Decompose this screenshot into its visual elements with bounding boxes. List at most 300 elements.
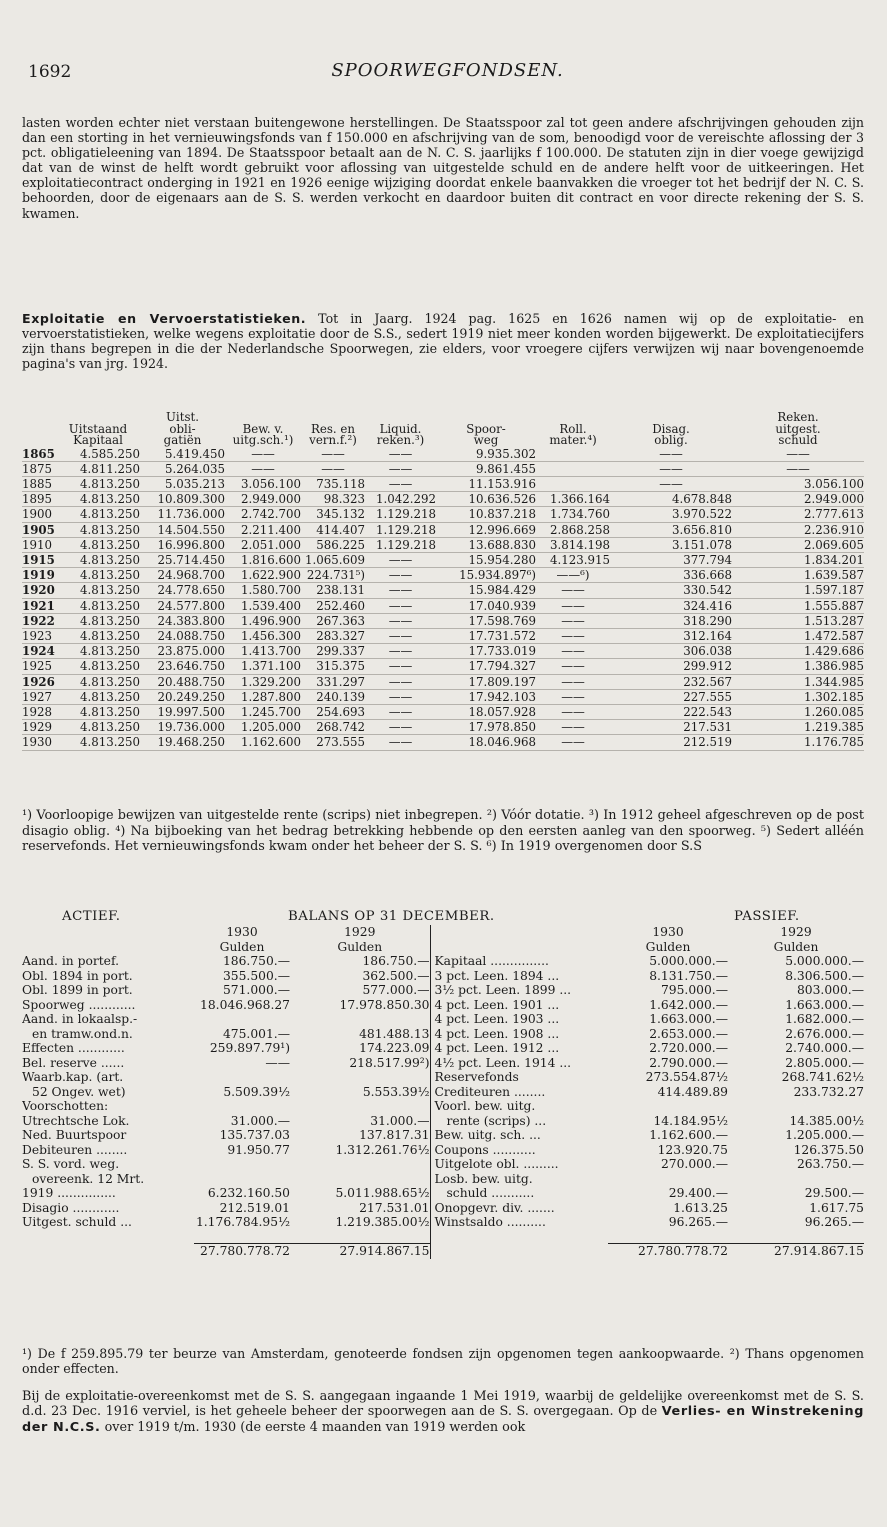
stats-row — [22, 507, 864, 522]
stats-value-cell: 1.639.587 — [732, 568, 864, 583]
balance-value-cell: 137.817.31 — [359, 1128, 430, 1142]
balance-value-cell: 123.920.75 — [657, 1142, 728, 1157]
balance-value-cell: 1.642.000.— — [649, 997, 728, 1012]
stats-year-cell: 1926 — [22, 674, 55, 689]
actief-year-1930: 1930 — [226, 925, 258, 939]
stats-value-cell: 1.219.385 — [732, 720, 864, 735]
stats-value-cell: 4.813.250 — [56, 689, 140, 704]
stats-value-cell: —— — [301, 447, 365, 462]
stats-value-cell: —— — [536, 613, 610, 628]
passief-label-cell: schuld ........... — [430, 1186, 608, 1201]
stats-header-row — [22, 424, 864, 436]
stats-value-cell: 4.813.250 — [56, 537, 140, 552]
intro-paragraph — [22, 115, 864, 221]
stats-row — [22, 598, 864, 613]
stats-value-cell: 2.069.605 — [732, 537, 864, 552]
stats-value-cell: 318.290 — [610, 613, 732, 628]
stats-value-cell: 17.731.572 — [436, 628, 536, 643]
balance-value-cell — [728, 1172, 864, 1187]
balance-value-cell: 126.375.50 — [793, 1142, 864, 1157]
stats-value-cell: 1.555.887 — [732, 598, 864, 613]
stats-value-cell: 267.363 — [301, 613, 365, 628]
stats-value-cell: 17.809.197 — [436, 674, 536, 689]
exploitatie-text: Tot in Jaarg. 1924 pag. 1625 en 1626 namen wij op de exploitatie- en vervoerstatistieken, welke wegens exploitatie door de S.S., sedert 1919 niet meer konden worden bijgewerkt. De exploitatiecijfers zijn thans begrepen in die der Nederlandsche Spoorwegen, zie elders, voor vroegere cijfers verwijzen wij naar bovengenoemde pagina's van jrg. 1924. — [22, 311, 864, 372]
passief-label-cell: 4 pct. Leen. 1901 ... — [430, 998, 608, 1013]
stats-value-cell: 2.949.000 — [732, 492, 864, 507]
stats-value-cell: 24.088.750 — [140, 628, 225, 643]
stats-value-cell: 4.813.250 — [56, 735, 140, 750]
actief-label-cell: Effecten ............ — [22, 1041, 125, 1055]
balance-value-cell: 1.617.75 — [809, 1200, 864, 1215]
stats-value-cell: —— — [536, 704, 610, 719]
actief-label-cell: S. S. vord. weg. — [22, 1157, 120, 1171]
stats-row — [22, 674, 864, 689]
stats-value-cell: 17.978.850 — [436, 720, 536, 735]
balance-value-cell: 1.219.385.00½ — [335, 1215, 430, 1229]
balance-value-cell: 571.000.— — [222, 983, 290, 997]
exploitatie-paragraph — [22, 311, 864, 371]
balance-value-cell: 212.519.01 — [219, 1200, 290, 1215]
stats-value-cell: 15.984.429 — [436, 583, 536, 598]
balance-value-cell: 96.265.— — [804, 1215, 864, 1229]
actief-label-cell: Disagio ............ — [22, 1200, 120, 1215]
actief-label-cell: Debiteuren ........ — [22, 1142, 128, 1157]
balance-value-cell: 14.184.95½ — [653, 1113, 728, 1128]
balance-value-cell: 481.488.13 — [359, 1026, 430, 1041]
balance-value-cell: 1.682.000.— — [785, 1012, 864, 1026]
balance-value-cell: 2.676.000.— — [785, 1026, 864, 1041]
balance-year-row — [22, 925, 864, 940]
stats-value-cell: 17.040.939 — [436, 598, 536, 613]
stats-row — [22, 720, 864, 735]
stats-value-cell: 299.337 — [301, 644, 365, 659]
stats-value-cell: 2.742.700 — [225, 507, 301, 522]
stats-value-cell: 17.598.769 — [436, 613, 536, 628]
balance-value-cell: 217.531.01 — [359, 1200, 430, 1215]
balance-row — [22, 1085, 864, 1100]
stats-value-cell: —— — [365, 735, 436, 750]
stats-value-cell: 1.042.292 — [365, 492, 436, 507]
stats-value-cell: 12.996.669 — [436, 522, 536, 537]
stats-value-cell: 312.164 — [610, 628, 732, 643]
actief-label-cell: Waarb.kap. (art. — [22, 1070, 124, 1084]
stats-header-cell: reken.³) — [376, 433, 425, 447]
passief-label-cell: 4 pct. Leen. 1912 ... — [430, 1041, 608, 1056]
stats-row — [22, 583, 864, 598]
balance-value-cell: 186.750.— — [222, 954, 290, 968]
actief-label-cell: Aand. in portef. — [22, 954, 119, 968]
stats-value-cell: 4.813.250 — [56, 613, 140, 628]
actief-label-cell: Spoorweg ............ — [22, 997, 136, 1012]
page-number: 1692 — [28, 62, 72, 82]
stats-value-cell: —— — [536, 659, 610, 674]
stats-year-cell: 1924 — [22, 644, 55, 659]
stats-value-cell: 18.046.968 — [436, 735, 536, 750]
stats-row — [22, 704, 864, 719]
stats-value-cell: 1.129.218 — [365, 507, 436, 522]
stats-value-cell: 217.531 — [610, 720, 732, 735]
passief-year-1929: 1929 — [780, 925, 812, 939]
stats-value-cell: 5.264.035 — [140, 461, 225, 476]
balance-footnotes — [22, 1347, 864, 1376]
stats-value-cell: 1.129.218 — [365, 522, 436, 537]
stats-value-cell: —— — [536, 689, 610, 704]
stats-value-cell: —— — [536, 583, 610, 598]
stats-value-cell: 11.153.916 — [436, 476, 536, 491]
stats-value-cell: 3.656.810 — [610, 522, 732, 537]
stats-value-cell: 13.688.830 — [436, 537, 536, 552]
stats-value-cell: 17.733.019 — [436, 644, 536, 659]
balance-value-cell — [608, 1099, 728, 1114]
balance-value-cell: 1.205.000.— — [785, 1128, 864, 1142]
stats-value-cell: —— — [610, 447, 732, 462]
stats-value-cell: 377.794 — [610, 552, 732, 567]
stats-header-cell: gatiën — [163, 433, 202, 447]
stats-value-cell: —— — [610, 461, 732, 476]
stats-value-cell: 3.151.078 — [610, 537, 732, 552]
stats-row — [22, 613, 864, 628]
balance-value-cell: 218.517.99²) — [349, 1055, 430, 1070]
balance-row — [22, 1056, 864, 1071]
balance-value-cell: 18.046.968.27 — [200, 997, 290, 1012]
passief-label-cell: Winstsaldo .......... — [430, 1215, 608, 1230]
balance-row — [22, 983, 864, 998]
stats-value-cell: —— — [365, 628, 436, 643]
stats-value-cell: 4.813.250 — [56, 476, 140, 491]
balance-value-cell: 1.613.25 — [673, 1200, 728, 1215]
balance-total-empty — [430, 1244, 608, 1259]
stats-value-cell: 324.416 — [610, 598, 732, 613]
stats-value-cell: —— — [365, 476, 436, 491]
stats-row — [22, 476, 864, 491]
stats-value-cell: 2.051.000 — [225, 537, 301, 552]
stats-value-cell: 1.302.185 — [732, 689, 864, 704]
passief-label-cell: Kapitaal ............... — [430, 954, 608, 969]
stats-row — [22, 628, 864, 643]
balance-value-cell: 6.232.160.50 — [207, 1186, 290, 1200]
stats-value-cell: 4.813.250 — [56, 492, 140, 507]
running-head: SPOORWEGFONDSEN. — [331, 60, 564, 81]
stats-header-cell — [22, 424, 56, 436]
balance-total-cell: 27.780.778.72 — [194, 1244, 290, 1259]
stats-value-cell: 23.875.000 — [140, 644, 225, 659]
stats-value-cell: 10.837.218 — [436, 507, 536, 522]
balance-row — [22, 1114, 864, 1129]
passief-label-cell: Reservefonds — [430, 1070, 608, 1085]
balance-value-cell: 17.978.850.30 — [339, 997, 430, 1012]
balance-value-cell — [290, 1157, 430, 1172]
stats-header-cell: Kapitaal — [73, 433, 123, 447]
stats-value-cell: 16.996.800 — [140, 537, 225, 552]
stats-value-cell: —— — [536, 644, 610, 659]
stats-header-cell: Res. en — [311, 421, 355, 436]
balance-value-cell: 91.950.77 — [227, 1142, 290, 1157]
stats-year-cell: 1922 — [22, 613, 55, 628]
page-header — [28, 60, 867, 90]
stats-value-cell: 10.636.526 — [436, 492, 536, 507]
stats-value-cell: 1.597.187 — [732, 583, 864, 598]
stats-value-cell: 1.734.760 — [536, 507, 610, 522]
passief-label-cell: Bew. uitg. sch. ... — [430, 1128, 608, 1143]
balance-row — [22, 1143, 864, 1158]
balance-row — [22, 1215, 864, 1230]
actief-label: ACTIEF. — [62, 909, 121, 924]
passief-unit-1929: Gulden — [773, 939, 819, 954]
balance-value-cell: 2.740.000.— — [785, 1041, 864, 1055]
stats-value-cell: 9.861.455 — [436, 461, 536, 476]
passief-year-1930: 1930 — [652, 925, 684, 939]
balance-total-empty — [22, 1244, 194, 1259]
balance-value-cell: 5.000.000.— — [785, 954, 864, 968]
stats-value-cell: —— — [365, 720, 436, 735]
stats-value-cell: —— — [536, 735, 610, 750]
stats-value-cell: 2.777.613 — [732, 507, 864, 522]
stats-value-cell: 1.205.000 — [225, 720, 301, 735]
stats-header-cell: Uitstaand — [68, 421, 128, 436]
passief-label-cell: Uitgelote obl. ......... — [430, 1157, 608, 1172]
stats-value-cell: 15.934.897⁶) — [436, 568, 536, 583]
passief-unit-1930: Gulden — [645, 939, 691, 954]
stats-value-cell: —— — [365, 689, 436, 704]
stats-year-cell: 1925 — [22, 659, 56, 674]
balance-total-cell: 27.914.867.15 — [290, 1244, 430, 1259]
stats-value-cell: ——⁶) — [536, 568, 610, 583]
stats-row — [22, 537, 864, 552]
stats-value-cell: 1.176.785 — [732, 735, 864, 750]
final-text-2: over 1919 t/m. 1930 (de eerste 4 maanden van 1919 werden ook — [100, 1419, 526, 1435]
stats-year-cell: 1923 — [22, 628, 56, 643]
intro-text: lasten worden echter niet verstaan buitengewone herstellingen. De Staatsspoor zal tot geen andere afschrijvingen gehouden zijn dan een storting in het vernieuwingsfonds van f 150.000 en afschrijving van de som, benoodigd voor de vereischte aflossing der 3 pct. obligatieleening van 1894. De Staatsspoor betaalt aan de N. C. S. jaarlijks f 100.000. De statuten zijn in dier voege gewijzigd dat van de winst de helft wordt gebruikt voor aflossing van uitgestelde schuld en de andere helft voor de uitkeeringen. Het exploitatiecontract onderging in 1921 en 1926 eenige wijziging doordat enkele baanvakken die vroeger tot het bedrijf der N. C. S. behoorden, door de eigenaars aan de S. S. werden verkocht en daardoor buiten dit contract en voor directe rekening der S. S. kwamen. — [22, 115, 864, 221]
passief-label-cell: 4 pct. Leen. 1908 ... — [430, 1027, 608, 1042]
balance-value-cell: 273.554.87½ — [645, 1070, 728, 1084]
balance-value-cell: 96.265.— — [668, 1215, 728, 1229]
stats-value-cell: 4.813.250 — [56, 522, 140, 537]
actief-label-cell: Aand. in lokaalsp.- — [22, 1012, 138, 1026]
balance-value-cell — [194, 1099, 290, 1114]
stats-value-cell: 1.366.164 — [536, 492, 610, 507]
actief-year-1929: 1929 — [344, 925, 376, 939]
stats-value-cell: 1.472.587 — [732, 628, 864, 643]
balance-value-cell — [290, 1012, 430, 1027]
stats-value-cell: 24.577.800 — [140, 598, 225, 613]
balance-title-row — [22, 909, 864, 925]
stats-header-cell: weg — [473, 433, 499, 447]
balance-value-cell: 1.312.261.76½ — [335, 1142, 430, 1157]
stats-year-cell: 1921 — [22, 598, 55, 613]
stats-row — [22, 568, 864, 583]
stats-header-cell: Disag. — [652, 421, 690, 436]
stats-value-cell: —— — [365, 659, 436, 674]
actief-label-cell: 1919 ............... — [22, 1186, 116, 1200]
actief-label-cell: Ned. Buurtspoor — [22, 1128, 127, 1142]
stats-year-cell: 1885 — [22, 476, 56, 491]
stats-header-row — [22, 412, 864, 424]
stats-value-cell: 240.139 — [301, 689, 365, 704]
stats-value-cell: 254.693 — [301, 704, 365, 719]
balance-value-cell: 5.553.39½ — [362, 1084, 430, 1099]
stats-value-cell: —— — [365, 644, 436, 659]
stats-header-cell: Bew. v. — [242, 421, 284, 436]
stats-year-cell: 1910 — [22, 537, 56, 552]
balance-value-cell — [290, 1099, 430, 1114]
balance-value-cell: 5.509.39½ — [223, 1084, 290, 1099]
balance-value-cell: 233.732.27 — [793, 1084, 864, 1099]
stats-value-cell: 1.496.900 — [225, 613, 301, 628]
balance-value-cell: 1.176.784.95½ — [195, 1215, 290, 1229]
stats-value-cell: 20.488.750 — [140, 674, 225, 689]
stats-value-cell: 15.954.280 — [436, 552, 536, 567]
stats-value-cell: 1.580.700 — [225, 583, 301, 598]
balance-value-cell: 475.001.— — [222, 1026, 290, 1041]
actief-label-cell: Bel. reserve ...... — [22, 1055, 125, 1070]
stats-value-cell: 268.742 — [301, 720, 365, 735]
stats-value-cell: —— — [536, 674, 610, 689]
balance-value-cell: 355.500.— — [222, 968, 290, 983]
stats-header-cell: Reken. — [777, 410, 819, 424]
balance-total-cell: 27.780.778.72 — [608, 1244, 728, 1259]
stats-value-cell — [536, 447, 610, 462]
stats-value-cell: 4.813.250 — [56, 720, 140, 735]
stats-value-cell: 1.513.287 — [732, 613, 864, 628]
stats-value-cell: 306.038 — [610, 644, 732, 659]
passief-label-cell: Onopgevr. div. ....... — [430, 1201, 608, 1216]
stats-footnote-text: ¹) Voorloopige bewijzen van uitgestelde rente (scrips) niet inbegrepen. ²) Vóór dotatie. ³) In 1912 geheel afgeschreven op de post disagio oblig. ⁴) Na bijboeking van het bedrag betrekking hebbende op den eersten aanleg van den spoorweg. ⁵) Sedert alléén reservefonds. Het vernieuwingsfonds kwam onder het beheer der S. S. ⁶) In 1919 overgenomen door S.S — [22, 808, 864, 855]
stats-row — [22, 447, 864, 462]
stats-value-cell: 1.245.700 — [225, 704, 301, 719]
stats-header-cell: mater.⁴) — [549, 433, 597, 447]
stats-value-cell: 17.794.327 — [436, 659, 536, 674]
balance-value-cell — [194, 1070, 290, 1085]
stats-value-cell: 25.714.450 — [140, 552, 225, 567]
stats-value-cell: 4.813.250 — [56, 674, 140, 689]
balance-value-cell — [290, 1172, 430, 1187]
balance-total-cell: 27.914.867.15 — [728, 1244, 864, 1259]
balance-value-cell: 577.000.— — [362, 983, 430, 997]
balance-total-row — [22, 1244, 864, 1259]
stats-value-cell — [536, 461, 610, 476]
stats-row — [22, 522, 864, 537]
passief-label-cell: rente (scrips) ... — [430, 1114, 608, 1129]
stats-value-cell: 336.668 — [610, 568, 732, 583]
balance-value-cell: 1.663.000.— — [649, 1012, 728, 1026]
stats-value-cell: 212.519 — [610, 735, 732, 750]
stats-value-cell: 4.585.250 — [56, 447, 140, 462]
exploitatie-heading: Exploitatie en Vervoerstatistieken. — [22, 311, 307, 326]
stats-value-cell: 11.736.000 — [140, 507, 225, 522]
stats-value-cell: 1.834.201 — [732, 552, 864, 567]
balance-row — [22, 954, 864, 969]
stats-value-cell: 4.813.250 — [56, 659, 140, 674]
balance-row — [22, 1027, 864, 1042]
balance-value-cell: 186.750.— — [362, 954, 430, 968]
actief-label-cell: Voorschotten: — [22, 1099, 109, 1113]
statistics-table — [22, 412, 864, 751]
balance-unit-row — [22, 940, 864, 955]
stats-value-cell: —— — [365, 613, 436, 628]
actief-unit-1930: Gulden — [219, 939, 265, 954]
stats-value-cell: —— — [365, 704, 436, 719]
balance-row — [22, 1099, 864, 1114]
balance-row — [22, 1012, 864, 1027]
stats-row — [22, 644, 864, 659]
stats-value-cell: 5.419.450 — [140, 447, 225, 462]
stats-value-cell: 299.912 — [610, 659, 732, 674]
stats-header-cell — [22, 412, 56, 424]
stats-value-cell: 10.809.300 — [140, 492, 225, 507]
stats-value-cell: 227.555 — [610, 689, 732, 704]
balance-value-cell: 1.663.000.— — [785, 997, 864, 1012]
stats-value-cell: —— — [732, 447, 864, 462]
stats-value-cell: 4.811.250 — [56, 461, 140, 476]
stats-year-cell: 1928 — [22, 704, 56, 719]
stats-header-cell: Roll. — [559, 421, 587, 436]
stats-value-cell: 1.287.800 — [225, 689, 301, 704]
stats-header-cell: Spoor- — [466, 421, 506, 436]
balance-value-cell: 5.000.000.— — [649, 954, 728, 968]
stats-value-cell: —— — [365, 447, 436, 462]
stats-value-cell: 273.555 — [301, 735, 365, 750]
stats-value-cell: 19.468.250 — [140, 735, 225, 750]
balance-row — [22, 1201, 864, 1216]
stats-value-cell: 2.211.400 — [225, 522, 301, 537]
balance-value-cell: 795.000.— — [660, 983, 728, 997]
balance-value-cell: 31.000.— — [370, 1113, 430, 1128]
stats-row — [22, 492, 864, 507]
stats-year-cell: 1915 — [22, 552, 55, 567]
balance-value-cell: 803.000.— — [796, 983, 864, 997]
stats-value-cell: 4.813.250 — [56, 704, 140, 719]
stats-year-cell: 1927 — [22, 689, 56, 704]
actief-unit-1929: Gulden — [337, 939, 383, 954]
stats-header-cell: uitgest. — [775, 421, 821, 436]
balance-value-cell: 263.750.— — [796, 1157, 864, 1171]
balance-value-cell: 29.500.— — [804, 1186, 864, 1200]
stats-value-cell: 2.236.910 — [732, 522, 864, 537]
final-text-1: Bij de exploitatie-overeenkomst met de S. S. aangegaan ingaande 1 Mei 1919, waarbij de geldelijke overeenkomst met de S. S. d.d. 23 Dec. 1916 verviel, is het geheele beheer der spoorwegen aan de S. S. overgegaan. Op de — [22, 1389, 864, 1420]
stats-value-cell: 586.225 — [301, 537, 365, 552]
stats-value-cell: —— — [225, 447, 301, 462]
stats-footnotes — [22, 808, 864, 855]
passief-label-cell: Crediteuren ........ — [430, 1085, 608, 1100]
stats-value-cell: 283.327 — [301, 628, 365, 643]
passief-label-cell: Losb. bew. uitg. — [430, 1172, 608, 1187]
stats-header-cell: vern.f.²) — [309, 433, 357, 447]
balance-spacer-row — [22, 1230, 864, 1244]
passief-label: PASSIEF. — [734, 909, 800, 924]
balance-value-cell: 174.223.09 — [359, 1041, 430, 1055]
passief-label-cell: 4 pct. Leen. 1903 ... — [430, 1012, 608, 1027]
stats-year-cell: 1905 — [22, 522, 55, 537]
balance-value-cell — [194, 1012, 290, 1027]
stats-header-cell: obli- — [169, 421, 196, 436]
balance-value-cell: 259.897.79¹) — [209, 1041, 290, 1055]
stats-value-cell: 232.567 — [610, 674, 732, 689]
passief-label-cell: 3½ pct. Leen. 1899 ... — [430, 983, 608, 998]
balance-value-cell: —— — [265, 1055, 290, 1070]
balance-row — [22, 969, 864, 984]
stats-value-cell: 315.375 — [301, 659, 365, 674]
stats-row — [22, 689, 864, 704]
stats-value-cell: 14.504.550 — [140, 522, 225, 537]
stats-year-cell: 1920 — [22, 583, 55, 598]
actief-label-cell: Utrechtsche Lok. — [22, 1113, 130, 1128]
stats-value-cell: 1.371.100 — [225, 659, 301, 674]
stats-value-cell: 9.935.302 — [436, 447, 536, 462]
stats-value-cell: —— — [365, 552, 436, 567]
balance-row — [22, 998, 864, 1013]
stats-value-cell: 98.323 — [301, 492, 365, 507]
final-paragraph — [22, 1389, 864, 1435]
